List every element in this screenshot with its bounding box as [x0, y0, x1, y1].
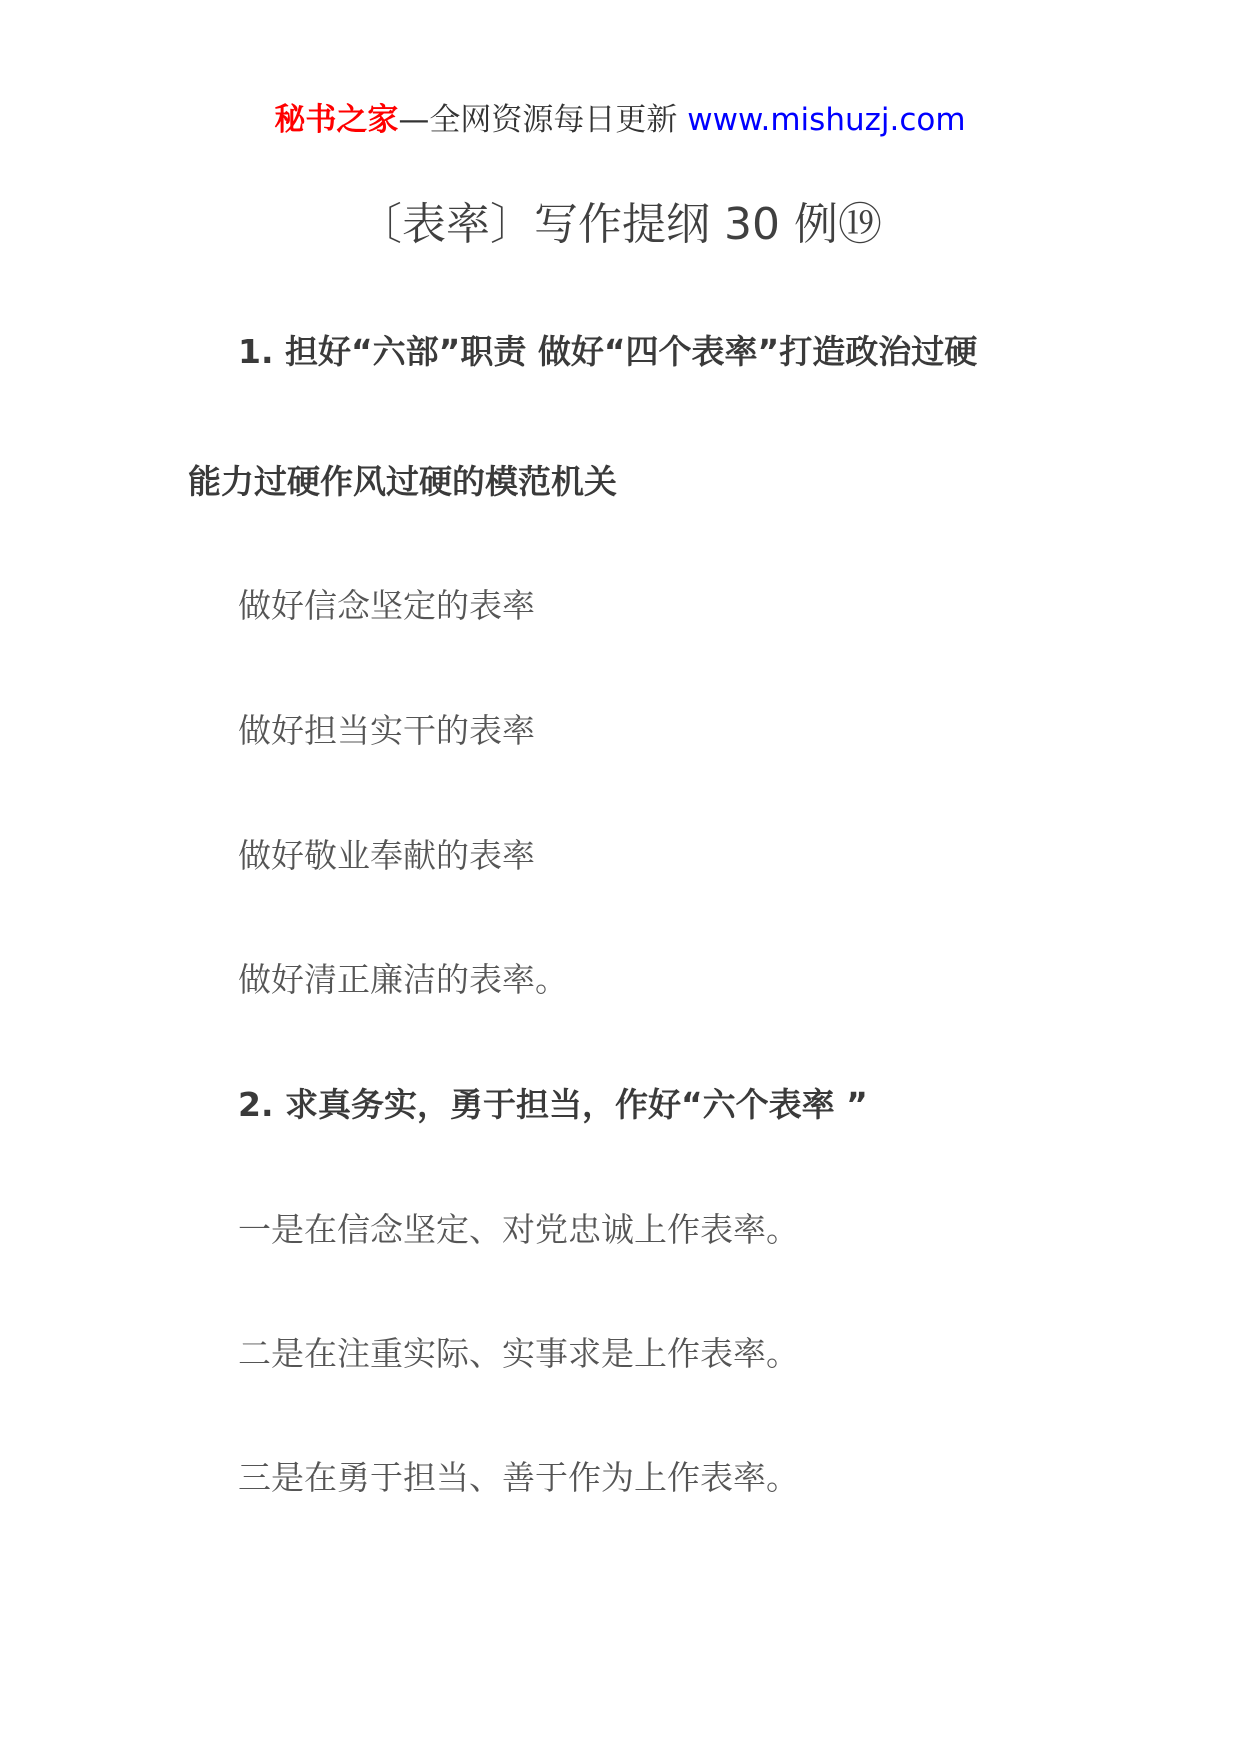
site-header — [0, 100, 1240, 140]
list-item: 做好敬业奉献的表率 — [238, 836, 535, 875]
list-item: 做好担当实干的表率 — [238, 711, 535, 750]
section-1-heading: 1. 担好“六部”职责 做好“四个表率”打造政治过硬 — [238, 332, 978, 371]
header-tagline: —全网资源每日更新 — [398, 102, 678, 138]
brand-name: 秘书之家 — [274, 102, 399, 138]
list-item: 一是在信念坚定、对党忠诚上作表率。 — [238, 1210, 799, 1249]
list-item: 做好信念坚定的表率 — [238, 586, 535, 625]
list-item: 二是在注重实际、实事求是上作表率。 — [238, 1334, 799, 1373]
list-item: 做好清正廉洁的表率。 — [238, 960, 568, 999]
document-title: 〔表率〕写作提纲 30 例⑲ — [358, 199, 882, 250]
site-url-link[interactable]: www.mishuzj.com — [687, 102, 966, 138]
section-2-heading: 2. 求真务实，勇于担当，作好“六个表率 ” — [238, 1085, 868, 1124]
section-1-heading-continued: 能力过硬作风过硬的模范机关 — [188, 462, 617, 501]
list-item: 三是在勇于担当、善于作为上作表率。 — [238, 1458, 799, 1497]
